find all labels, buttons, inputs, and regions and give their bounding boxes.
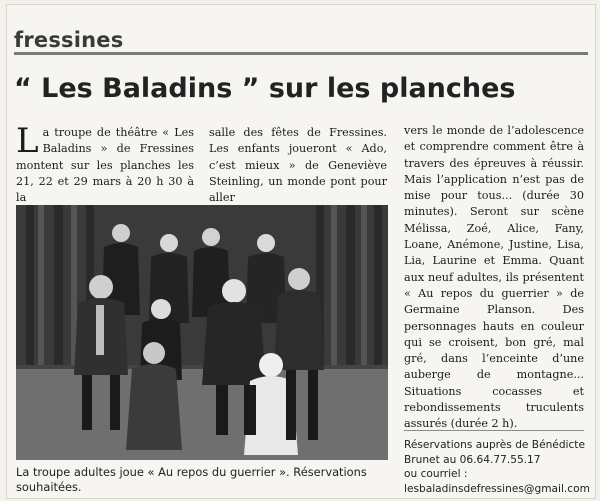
section-title: fressines — [14, 28, 124, 52]
section-rule — [14, 52, 588, 55]
photo-caption: La troupe adultes joue « Au repos du guerrier ». Réservations souhaitées. — [16, 465, 367, 494]
article-text-2: salle des fêtes de Fressines. Les enfants joueront « Ado, c’est mieux » de Geneviève Steinling, un monde pont pour aller — [209, 126, 387, 205]
reservations-box — [404, 438, 589, 496]
reservations-email: lesbaladinsdefressines@gmail.com — [404, 482, 590, 495]
reservations-line-3: ou courriel : — [404, 468, 468, 480]
drop-cap: L — [16, 121, 39, 161]
reservations-line-1: Réservations auprès de Bénédicte — [404, 439, 585, 451]
reservations-rule — [404, 430, 584, 431]
article-column-1 — [16, 121, 194, 206]
troupe-photo-illustration — [16, 205, 388, 460]
headline: “ Les Baladins ” sur les planches — [14, 73, 516, 104]
article-text-1: a troupe de théâtre « Les Baladins » de Fressines montent sur les planches les 21, 22 et 29 mars à 20 h 30 à la — [16, 126, 194, 205]
article-column-3 — [404, 123, 584, 433]
troupe-photo — [16, 205, 388, 460]
reservations-line-2: Brunet au 06.64.77.55.17 — [404, 453, 541, 466]
article-text-3: vers le monde de l’adolescence et comprendre comment être à travers des épreuves à réussir. Mais l’application n’est pas de mise pour tous... (durée 30 minutes). Seront sur scène Mélissa, Zoé, Alice, Fany, Loane, Anémone, Justine, Lisa, Lia, Laurine et Emma. Quant aux neuf adultes, ils présentent « Au repos du guerrier » de Germaine Planson. Des personnages hauts en couleur qui se croisent, bon gré, mal gré, dans l’enceinte d’une auberge de montagne... Situations cocasses et rebondissements truculents assurés (durée 2 h). — [404, 124, 584, 431]
article-column-2 — [209, 125, 387, 206]
